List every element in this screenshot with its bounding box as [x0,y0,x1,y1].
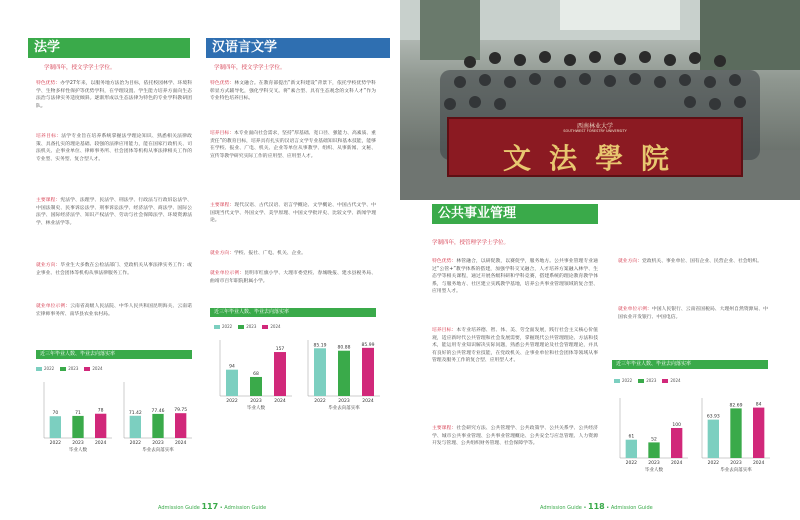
data-label: 82.69 [729,403,743,409]
legend-label: 2024 [270,324,281,329]
para-label: 特色优势： [210,81,235,86]
tick-label: 2024 [752,461,765,466]
bar [95,414,106,438]
law-chart-title: 近三年毕业人数、毕业去向落实率 [36,350,192,359]
public-chart-count [612,392,692,476]
public-para-2 [432,425,598,448]
chinese-chart-rate [300,334,384,414]
legend-label: 2024 [92,366,103,371]
bar [708,420,719,458]
legend-item [84,366,102,371]
data-label: 78 [97,408,104,414]
para-label: 特色优势： [36,81,61,86]
para-label: 就业方向： [210,251,234,256]
data-label: 63.93 [706,414,720,420]
para-text: 云南省高级人民法院、中华人民共和国昆明海关、云南诺宏律师事务所、南华县农业农村局。 [36,304,192,317]
public-degree: 学制四年，授管理学学士学位。 [432,240,510,246]
legend-item [36,366,54,371]
chinese-degree: 学制四年，授文学学士学位。 [214,65,286,71]
public-para-4 [618,306,768,321]
bar [72,416,83,438]
para-text: 中国人民银行、云南省国税局、大理州自然资源局、中国农业开发银行、中国电信。 [618,307,768,320]
para-text: 社会研究方法、公共管理学、公共政策学、公共关系学、公共经济学、城市公共事业管理、公共事业管理概论、公共安全与应急管理、人力资源开发与管理、公共组织财务管理、社会保障学等。 [432,426,598,447]
x-axis-label: 毕业人数 [645,468,663,473]
data-label: 61 [628,434,635,440]
data-label: 68 [253,371,259,377]
bar [130,416,141,438]
tick-label: 2024 [274,399,286,404]
para-label: 培养目标： [36,134,62,139]
footer-left [158,502,266,511]
para-text: 本专业培养德、智、体、美、劳全面发展，践行社会主义核心价值观，适应新时代公共管理和社会发展需要，掌握现代公共管理理论、方法和技术，能运用专业知识解决实际问题，熟悉公共管理理论及社会管理理论，并具有良好的公共管理专业技能，在党政机关、企事业单位和社会团体等领域从事管理及服务工作的复合型、应用型人才。 [432,328,598,364]
law-para-4 [36,303,192,318]
para-label: 特色优势： [432,259,457,264]
data-label: 157 [275,347,285,353]
legend-item [214,324,232,329]
legend-item [662,378,680,383]
chinese-para-3 [210,250,376,258]
bar [648,442,659,458]
tick-label: 2022 [129,441,142,446]
data-label: 79.75 [174,408,188,414]
public-para-1 [432,327,598,365]
legend-label: 2023 [646,378,657,383]
data-label: 71 [75,410,81,416]
bar [730,408,741,458]
legend-label: 2023 [68,366,79,371]
bar [50,416,61,438]
law-para-0 [36,80,192,110]
data-label: 80.88 [337,345,351,351]
tick-label: 2024 [94,441,107,446]
footer-left-text: Admission Guide [158,505,200,511]
banner [447,117,743,177]
bar [362,348,374,396]
page-number-left: 117 [201,502,219,511]
bar [671,428,682,458]
tick-label: 2022 [625,461,638,466]
para-label: 培养目标： [210,131,235,136]
para-label: 主要课程： [432,426,457,431]
tick-label: 2023 [648,461,660,466]
para-text: 林文融合。在教育部提出“新文科建设”背景下，依托学校优势学科彰显方式辅导化，强化学科交叉。将“素合型、具有生态观念的文科人才”作为专业特色培养目标。 [210,81,376,102]
law-para-1 [36,133,192,163]
tick-label: 2022 [49,441,62,446]
chinese-para-2 [210,202,376,225]
footer-right-text: Admission Guide • [540,505,587,511]
bar [314,348,326,396]
para-label: 就业单位示例： [36,304,71,309]
chinese-para-0 [210,80,376,103]
chinese-legend [214,324,281,329]
para-text: 学校、报社、广电、机关、企业。 [234,251,306,256]
tick-label: 2023 [338,399,350,404]
data-label: 94 [229,364,235,370]
public-chart-title: 近三年毕业人数、毕业去向落实率 [612,360,768,369]
para-text: 现代汉语、古代汉语、语言学概论、文学概论、中国古代文学、中国现当代文学、外国文学、美学原理、中国文学批评史、比较文学、新闻学理论。 [210,203,376,224]
data-label: 77.46 [151,408,165,414]
public-para-0 [432,258,598,296]
para-text: 党政机关、事业单位、国有企业、民营企业、社会组织。 [642,259,762,264]
data-label: 85.99 [361,342,375,348]
x-axis-label: 毕业人数 [69,448,87,453]
legend-item [60,366,78,371]
tick-label: 2023 [250,399,262,404]
law-title: 法学 [28,38,190,58]
page-number-right: 118 [588,502,605,511]
para-label: 就业方向： [36,263,61,268]
legend-item [262,324,280,329]
data-label: 52 [651,437,657,443]
bar [152,414,163,438]
data-label: 84 [755,402,762,408]
para-text: 毕业生大多数在公检法部门、党政机关从事法律实务工作；或企事业、社会团体等机构从事法律服务工作。 [36,263,192,276]
data-label: 70 [52,411,59,417]
legend-label: 2022 [622,378,633,383]
legend-label: 2024 [670,378,681,383]
x-axis-label: 毕业去向落实率 [720,468,752,473]
footer-right-suffix: • Admission Guide [606,505,653,511]
legend-label: 2022 [222,324,233,329]
chinese-chart-count [212,334,296,414]
legend-item [238,324,256,329]
banner-subtitle: SOUTHWEST FORESTRY UNIVERSITY [563,129,627,133]
banner-main-text: 文法學院 [502,142,687,175]
para-label: 主要课程： [210,203,235,208]
tick-label: 2022 [707,461,720,466]
public-para-3 [618,258,768,266]
para-label: 就业方向： [618,259,642,264]
chinese-para-4 [210,270,376,285]
para-text: 昆明市红旗小学、大理市委党校、春城晚报、建水县税务局、曲靖市百年职院附属小学。 [210,271,376,284]
legend-label: 2022 [44,366,55,371]
bar [175,413,186,438]
tick-label: 2024 [174,441,187,446]
law-degree: 学制四年，授文学学士学位。 [44,65,116,71]
chinese-chart-title: 近三年毕业人数、毕业去向落实率 [210,308,376,317]
para-text: 林管融合，以研促教，以赛促学，服务地方。公共事业管理专业通过“公管+”教学体系的搭建，加强学科交叉融合，人才培养方案融入林学、生态学等相关课程，通过开展各级科研和学科竞赛，搭建系统的理论教育教学体系，与服务地方、社区建立实践教学基地，培养公共事业管理领域的复合型、应用型人才。 [432,259,598,295]
law-para-2 [36,197,192,227]
law-chart-rate [116,376,196,456]
para-label: 就业单位示例： [210,271,245,276]
para-label: 培养目标： [432,328,457,333]
bar [626,440,637,458]
chinese-para-1 [210,130,376,160]
footer-right [540,502,653,511]
tick-label: 2022 [314,399,326,404]
para-text: 法学专业旨在培养系统掌握法学理论知识、熟悉相关法律政策、具备扎实的理论基础、较强的法律应用能力，能在国家行政机关、司法机关、企事业单位、律师事务所、社会团体等机构从事法律相关工作的专业型、实务型、复合型人才。 [36,134,192,162]
data-label: 100 [672,423,681,428]
tick-label: 2022 [226,399,238,404]
law-para-3 [36,262,192,277]
para-label: 主要课程： [36,198,61,203]
legend-item [638,378,656,383]
data-label: 85.19 [313,343,327,349]
x-axis-label: 毕业人数 [247,406,265,411]
tick-label: 2024 [670,461,683,466]
tick-label: 2023 [730,461,742,466]
para-text: 宪法学、法理学、民法学、刑法学、行政法与行政诉讼法学、中国法制史、民事诉讼法学、刑事诉讼法学、经济法学、商法学、国际公法学、国际经济法学、知识产权法学、劳动与社会保障法学、环境资源法学、林业法学等。 [36,198,192,226]
legend-label: 2023 [246,324,257,329]
x-axis-label: 毕业去向落实率 [142,448,174,453]
bar [274,352,286,396]
bar [250,377,262,396]
footer-left-suffix: • Admission Guide [219,505,267,511]
tick-label: 2024 [362,399,374,404]
public-chart-rate [694,392,774,476]
legend-item [614,378,632,383]
data-label: 71.42 [128,410,142,416]
bar [753,408,764,458]
bar [226,370,238,396]
banner-title: 西南林业大学 [576,123,613,130]
law-chart-count [36,376,116,456]
x-axis-label: 毕业去向落实率 [328,406,360,411]
para-text: 本专业面向社会需求，坚持“厚基础、宽口径、强能力、高素质、重责任”的教育目标，培养具有扎实的汉语言文学专业基础知识和基本技能，能够在学校、报业、广电、机关、企业等单位从事教学、组织、从事新闻、文秘、宣传等教学研究实际工作的应用型、应用型人才。 [210,131,376,159]
bar [338,351,350,396]
law-legend [36,366,103,371]
public-legend [614,378,681,383]
tick-label: 2023 [152,441,164,446]
para-label: 就业单位示例： [618,307,652,312]
chinese-title: 汉语言文学 [206,38,390,58]
para-text: 办学27年来，以服务地方法治为目标，依托校园林学、环境科学、生物多样性保护等优势学科，在学理设置、学生能力培养方面向生态法治与法律实务适度倾斜。逐渐形成以生态法律为特色的专业学科教研团队。 [36,81,192,109]
public-title: 公共事业管理 [432,204,598,224]
tick-label: 2023 [72,441,84,446]
